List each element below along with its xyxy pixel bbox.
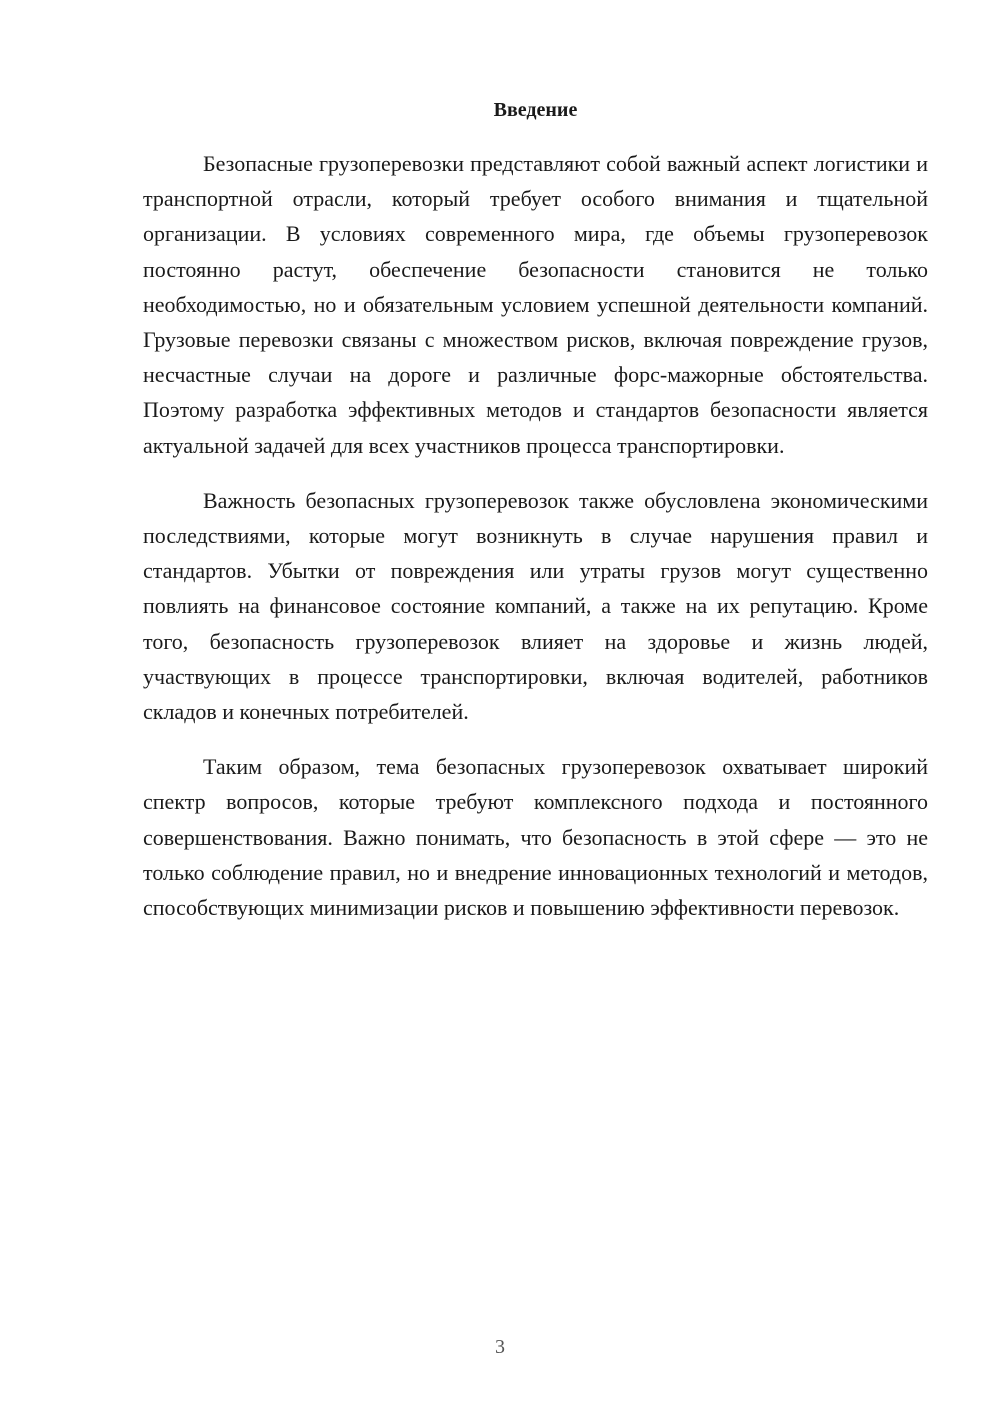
page-content — [143, 96, 928, 945]
paragraph-conclusion: Таким образом, тема безопасных грузоперевозок охватывает широкий спектр вопросов, которые требуют комплексного подхода и постоянного совершенствования. Важно понимать, что безопасность в этой сфере — это не только соблюдение правил, но и внедрение инновационных технологий и методов, способствующих минимизации рисков и повышению эффективности перевозок. — [143, 754, 928, 921]
section-heading: Введение — [493, 99, 578, 121]
paragraph-importance: Важность безопасных грузоперевозок также обусловлена экономическими последствиями, которые могут возникнуть в случае нарушения правил и стандартов. Убытки от повреждения или утраты грузов могут существенно повлиять на финансовое состояние компаний, а также на их репутацию. Кроме того, безопасность грузоперевозок влияет на здоровье и жизнь людей, участвующих в процессе транспортировки, включая водителей, работников складов и конечных потребителей. — [143, 487, 928, 725]
page-number: 3 — [495, 1336, 505, 1358]
paragraph-intro: Безопасные грузоперевозки представляют собой важный аспект логистики и транспортной отрасли, который требует особого внимания и тщательной организации. В условиях современного мира, где объемы грузоперевозок постоянно растут, обеспечение безопасности становится не только необходимостью, но и обязательным условием успешной деятельности компаний. Грузовые перевозки связаны с множеством рисков, включая повреждение грузов, несчастные случаи на дороге и различные форс-мажорные обстоятельства. Поэтому разработка эффективных методов и стандартов безопасности является актуальной задачей для всех участников процесса транспортировки. — [143, 151, 928, 458]
